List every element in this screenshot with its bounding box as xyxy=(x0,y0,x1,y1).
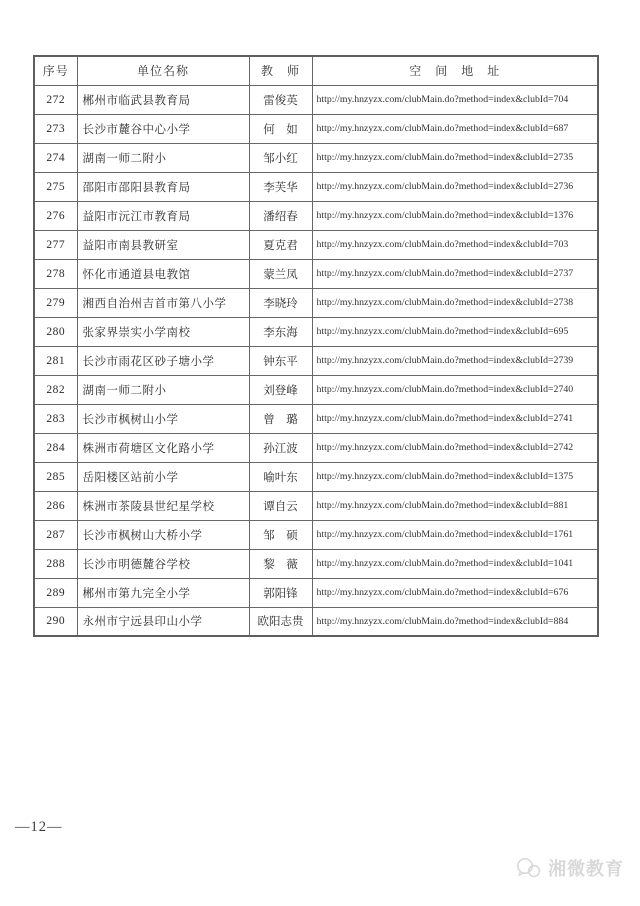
table-header-row xyxy=(34,56,598,85)
serial-number-cell: 273 xyxy=(34,114,77,143)
serial-number-cell: 286 xyxy=(34,491,77,520)
unit-name-cell: 株洲市茶陵县世纪星学校 xyxy=(77,491,249,520)
space-address-cell: http://my.hnzyzx.com/clubMain.do?method=index&clubId=2739 xyxy=(312,346,598,375)
space-address-cell: http://my.hnzyzx.com/clubMain.do?method=index&clubId=695 xyxy=(312,317,598,346)
teacher-name-cell: 蒙兰凤 xyxy=(249,259,312,288)
space-address-cell: http://my.hnzyzx.com/clubMain.do?method=index&clubId=2736 xyxy=(312,172,598,201)
unit-name-cell: 湖南一师二附小 xyxy=(77,375,249,404)
unit-name-cell: 长沙市麓谷中心小学 xyxy=(77,114,249,143)
space-address-cell: http://my.hnzyzx.com/clubMain.do?method=index&clubId=881 xyxy=(312,491,598,520)
serial-number-cell: 276 xyxy=(34,201,77,230)
serial-number-cell: 282 xyxy=(34,375,77,404)
teacher-name-cell: 欧阳志贵 xyxy=(249,607,312,636)
serial-number-cell: 272 xyxy=(34,85,77,114)
space-address-cell: http://my.hnzyzx.com/clubMain.do?method=index&clubId=704 xyxy=(312,85,598,114)
table-row xyxy=(34,85,598,114)
serial-number-cell: 277 xyxy=(34,230,77,259)
page-number: —12— xyxy=(15,819,63,835)
unit-name-cell: 益阳市南县教研室 xyxy=(77,230,249,259)
table-row xyxy=(34,549,598,578)
teacher-name-cell: 喻叶东 xyxy=(249,462,312,491)
teacher-name-cell: 曾 璐 xyxy=(249,404,312,433)
table-row xyxy=(34,520,598,549)
serial-number-cell: 290 xyxy=(34,607,77,636)
teacher-name-cell: 钟东平 xyxy=(249,346,312,375)
serial-number-cell: 275 xyxy=(34,172,77,201)
unit-name-cell: 郴州市第九完全小学 xyxy=(77,578,249,607)
space-address-cell: http://my.hnzyzx.com/clubMain.do?method=index&clubId=2741 xyxy=(312,404,598,433)
unit-name-cell: 长沙市枫树山小学 xyxy=(77,404,249,433)
teacher-name-cell: 郭阳锋 xyxy=(249,578,312,607)
table-row xyxy=(34,288,598,317)
unit-name-cell: 张家界崇实小学南校 xyxy=(77,317,249,346)
teacher-name-cell: 谭自云 xyxy=(249,491,312,520)
table-row xyxy=(34,346,598,375)
space-address-cell: http://my.hnzyzx.com/clubMain.do?method=index&clubId=2735 xyxy=(312,143,598,172)
unit-name-cell: 湖南一师二附小 xyxy=(77,143,249,172)
table-row xyxy=(34,317,598,346)
space-address-cell: http://my.hnzyzx.com/clubMain.do?method=index&clubId=1041 xyxy=(312,549,598,578)
serial-number-cell: 279 xyxy=(34,288,77,317)
table-row xyxy=(34,201,598,230)
unit-name-cell: 株洲市荷塘区文化路小学 xyxy=(77,433,249,462)
header-space-address: 空 间 地 址 xyxy=(312,56,598,85)
space-address-cell: http://my.hnzyzx.com/clubMain.do?method=index&clubId=2737 xyxy=(312,259,598,288)
table-row xyxy=(34,375,598,404)
teacher-name-cell: 李晓玲 xyxy=(249,288,312,317)
serial-number-cell: 280 xyxy=(34,317,77,346)
table-row xyxy=(34,491,598,520)
serial-number-cell: 281 xyxy=(34,346,77,375)
serial-number-cell: 274 xyxy=(34,143,77,172)
unit-name-cell: 邵阳市邵阳县教育局 xyxy=(77,172,249,201)
table-row xyxy=(34,259,598,288)
teacher-name-cell: 孙江波 xyxy=(249,433,312,462)
teacher-name-cell: 邹小红 xyxy=(249,143,312,172)
teacher-name-cell: 邹 硕 xyxy=(249,520,312,549)
serial-number-cell: 288 xyxy=(34,549,77,578)
unit-name-cell: 长沙市明德麓谷学校 xyxy=(77,549,249,578)
teacher-name-cell: 李芙华 xyxy=(249,172,312,201)
table-row xyxy=(34,404,598,433)
watermark-text: 湘微教育 xyxy=(548,859,624,879)
table-row xyxy=(34,433,598,462)
unit-name-cell: 怀化市通道县电教馆 xyxy=(77,259,249,288)
space-address-cell: http://my.hnzyzx.com/clubMain.do?method=index&clubId=884 xyxy=(312,607,598,636)
space-address-cell: http://my.hnzyzx.com/clubMain.do?method=index&clubId=687 xyxy=(312,114,598,143)
unit-name-cell: 湘西自治州吉首市第八小学 xyxy=(77,288,249,317)
space-address-cell: http://my.hnzyzx.com/clubMain.do?method=index&clubId=2742 xyxy=(312,433,598,462)
space-address-cell: http://my.hnzyzx.com/clubMain.do?method=index&clubId=703 xyxy=(312,230,598,259)
teacher-name-cell: 夏克君 xyxy=(249,230,312,259)
space-address-cell: http://my.hnzyzx.com/clubMain.do?method=index&clubId=1376 xyxy=(312,201,598,230)
unit-name-cell: 长沙市雨花区砂子塘小学 xyxy=(77,346,249,375)
teacher-name-cell: 潘绍春 xyxy=(249,201,312,230)
serial-number-cell: 283 xyxy=(34,404,77,433)
serial-number-cell: 285 xyxy=(34,462,77,491)
unit-name-cell: 岳阳楼区站前小学 xyxy=(77,462,249,491)
teacher-name-cell: 何 如 xyxy=(249,114,312,143)
table-row xyxy=(34,578,598,607)
table-body xyxy=(34,85,598,636)
header-teacher: 教 师 xyxy=(249,56,312,85)
table-row xyxy=(34,172,598,201)
space-address-cell: http://my.hnzyzx.com/clubMain.do?method=index&clubId=1375 xyxy=(312,462,598,491)
serial-number-cell: 278 xyxy=(34,259,77,288)
table-row xyxy=(34,114,598,143)
unit-name-cell: 郴州市临武县教育局 xyxy=(77,85,249,114)
serial-number-cell: 287 xyxy=(34,520,77,549)
table-row xyxy=(34,607,598,636)
unit-name-cell: 永州市宁远县印山小学 xyxy=(77,607,249,636)
header-serial-number: 序号 xyxy=(34,56,77,85)
chat-bubbles-logo-icon xyxy=(515,855,543,881)
serial-number-cell: 289 xyxy=(34,578,77,607)
unit-name-cell: 长沙市枫树山大桥小学 xyxy=(77,520,249,549)
unit-teacher-url-table xyxy=(33,55,599,637)
unit-name-cell: 益阳市沅江市教育局 xyxy=(77,201,249,230)
teacher-name-cell: 雷俊英 xyxy=(249,85,312,114)
watermark xyxy=(515,855,624,881)
table-row xyxy=(34,143,598,172)
header-unit-name: 单位名称 xyxy=(77,56,249,85)
space-address-cell: http://my.hnzyzx.com/clubMain.do?method=index&clubId=1761 xyxy=(312,520,598,549)
table-row xyxy=(34,230,598,259)
teacher-name-cell: 李东海 xyxy=(249,317,312,346)
space-address-cell: http://my.hnzyzx.com/clubMain.do?method=index&clubId=2738 xyxy=(312,288,598,317)
teacher-name-cell: 刘登峰 xyxy=(249,375,312,404)
space-address-cell: http://my.hnzyzx.com/clubMain.do?method=index&clubId=676 xyxy=(312,578,598,607)
space-address-cell: http://my.hnzyzx.com/clubMain.do?method=index&clubId=2740 xyxy=(312,375,598,404)
serial-number-cell: 284 xyxy=(34,433,77,462)
teacher-name-cell: 黎 薇 xyxy=(249,549,312,578)
table-row xyxy=(34,462,598,491)
